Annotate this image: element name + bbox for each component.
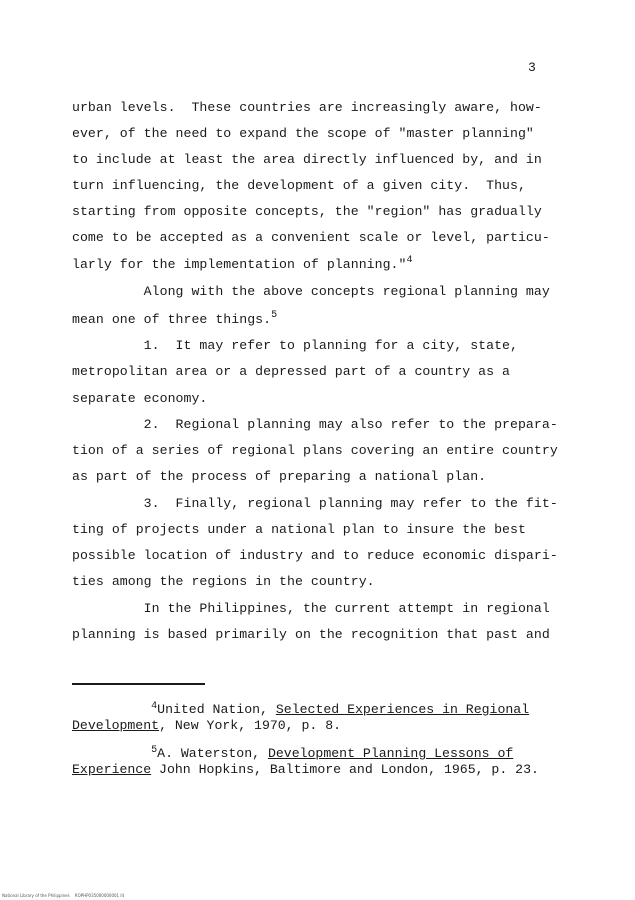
footnote-ref-4: 4 (406, 255, 413, 266)
body-line: planning is based primarily on the recognition that past and (72, 627, 550, 642)
body-text: larly for the implementation of planning." (72, 257, 407, 272)
body-line: turn influencing, the development of a given city. Thus, (72, 178, 526, 193)
body-line-with-ref (72, 257, 413, 275)
footnote-4-title: Selected Experiences in Regional (275, 702, 530, 717)
list-item-line: as part of the process of preparing a national plan. (72, 469, 487, 484)
body-line: to include at least the area directly influenced by, and in (72, 152, 542, 167)
body-line: ever, of the need to expand the scope of "master planning" (72, 126, 534, 141)
body-line: Along with the above concepts regional planning may (72, 284, 550, 299)
footnote-4-title-cont: Development (72, 718, 160, 733)
body-line: starting from opposite concepts, the "region" has gradually (72, 204, 542, 219)
scan-footer-mark: National Library of the Philippines ROPHP035000000001 lit (2, 893, 125, 898)
body-line: urban levels. These countries are increasingly aware, how- (72, 100, 542, 115)
footnote-rule (72, 683, 205, 685)
body-text: mean one of three things. (72, 312, 272, 327)
footnote-5-title-cont: Experience (72, 762, 152, 777)
list-item-line: 2. Regional planning may also refer to the prepara- (72, 417, 558, 432)
footnote-5-number: 5 (151, 745, 158, 756)
list-item-line: tion of a series of regional plans covering an entire country (72, 443, 558, 458)
footnote-4-publication: , New York, 1970, p. 8. (159, 718, 342, 733)
list-item-line: metropolitan area or a depressed part of a country as a (72, 364, 511, 379)
page-number: 3 (528, 60, 536, 75)
body-line: In the Philippines, the current attempt in regional (72, 601, 550, 616)
footnote-5-author: A. Waterston, (157, 746, 268, 761)
footnote-5-line-2 (72, 762, 539, 778)
footnote-5-title: Development Planning Lessons of (267, 746, 514, 761)
list-item-line: 1. It may refer to planning for a city, state, (72, 338, 518, 353)
body-line-with-ref (72, 312, 277, 330)
list-item-line: ties among the regions in the country. (72, 574, 375, 589)
list-item-line: possible location of industry and to reduce economic dispari- (72, 548, 558, 563)
list-item-line: separate economy. (72, 391, 208, 406)
footnote-4-line-2 (72, 718, 341, 734)
footnote-4-number: 4 (151, 701, 158, 712)
list-item-line: ting of projects under a national plan to insure the best (72, 522, 526, 537)
body-line: come to be accepted as a convenient scale or level, particu- (72, 230, 550, 245)
footnote-ref-5: 5 (271, 310, 278, 321)
footnote-5-publication: John Hopkins, Baltimore and London, 1965, p. 23. (151, 762, 539, 777)
list-item-line: 3. Finally, regional planning may refer to the fit- (72, 496, 558, 511)
footnote-4-author: United Nation, (157, 702, 276, 717)
